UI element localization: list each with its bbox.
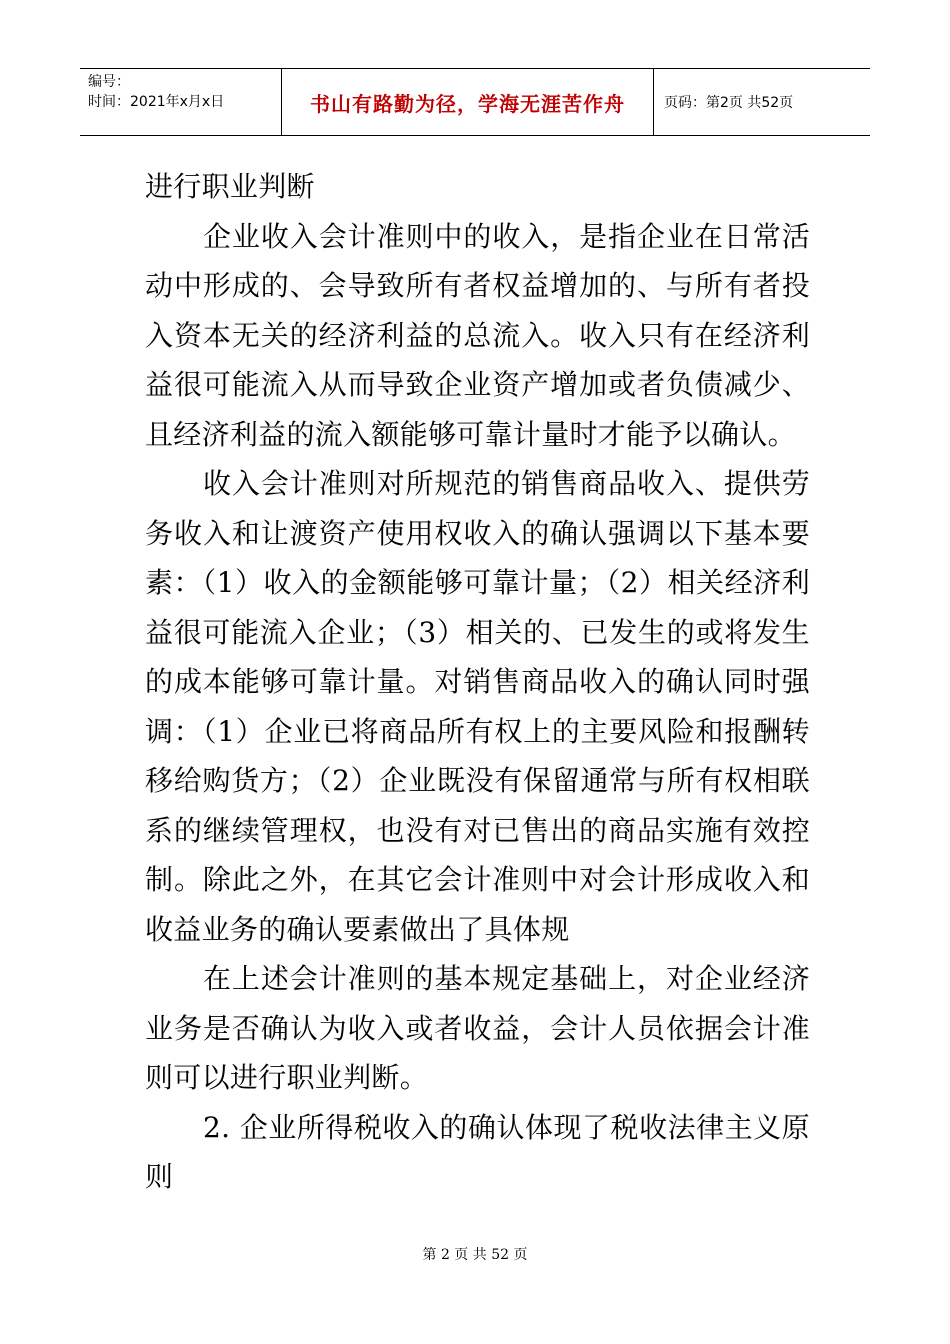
paragraph-professional-judgment: 在上述会计准则的基本规定基础上，对企业经济业务是否确认为收入或者收益，会计人员依据会计准则可以进行职业判断。 <box>145 962 810 1094</box>
header-page-info: 页码：第2页 共52页 <box>664 95 794 111</box>
paragraph-income-definition: 企业收入会计准则中的收入，是指企业在日常活动中形成的、会导致所有者权益增加的、与所有者投入资本无关的经济利益的总流入。收入只有在经济利益很可能流入从而导致企业资产增加或者负债减少、且经济利益的流入额能够可靠计量时才能予以确认。 <box>145 219 810 451</box>
document-time: 时间：2021年x月x日 <box>88 94 225 110</box>
paragraph-continuation: 进行职业判断 <box>145 170 315 203</box>
header-motto: 书山有路勤为径，学海无涯苦作舟 <box>310 91 625 116</box>
paragraph-section-heading: 2. 企业所得税收入的确认体现了税收法律主义原则 <box>145 1110 810 1193</box>
header-motto-cell <box>282 69 654 135</box>
document-number-label: 编号： <box>88 74 130 90</box>
document-body <box>145 162 810 1202</box>
page-header <box>80 68 870 136</box>
paragraph-recognition-elements: 收入会计准则对所规范的销售商品收入、提供劳务收入和让渡资产使用权收入的确认强调以下基本要素：（1）收入的金额能够可靠计量；（2）相关经济利益很可能流入企业；（3）相关的、已发生的或将发生的成本能够可靠计量。对销售商品收入的确认同时强调：（1）企业已将商品所有权上的主要风险和报酬转移给购货方；（2）企业既没有保留通常与所有权相联系的继续管理权，也没有对已售出的商品实施有效控制。除此之外，在其它会计准则中对会计形成收入和收益业务的确认要素做出了具体规 <box>145 467 810 946</box>
page-footer: 第 2 页 共 52 页 <box>422 1247 528 1263</box>
header-meta <box>80 69 282 135</box>
